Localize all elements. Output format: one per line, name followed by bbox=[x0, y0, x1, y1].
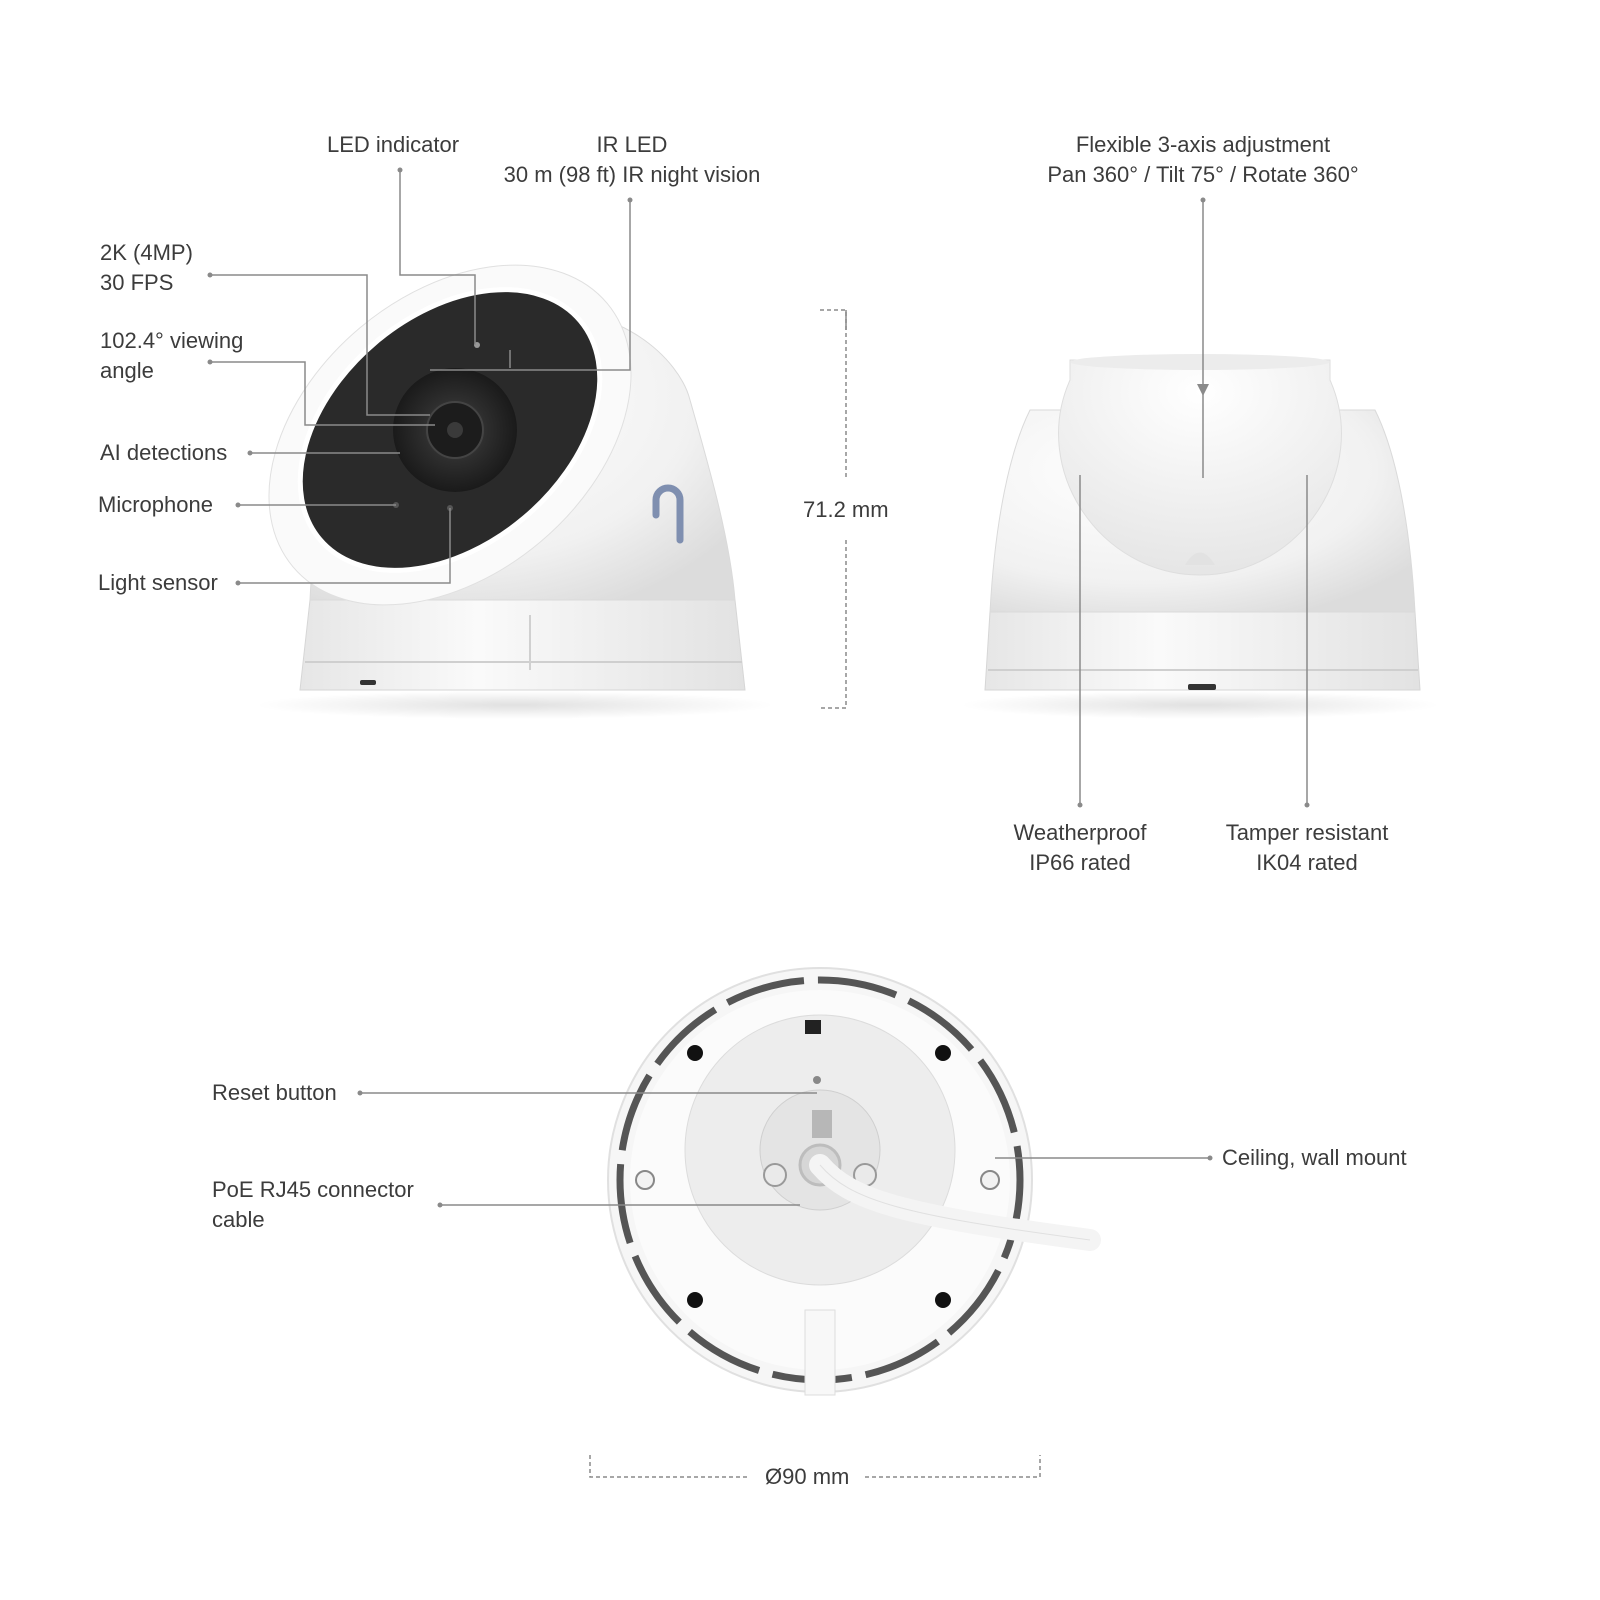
label-viewing-angle bbox=[100, 326, 243, 386]
label-resolution-fps: 30 FPS bbox=[100, 270, 174, 295]
label-ir-led-title: IR LED bbox=[596, 132, 668, 157]
label-microphone: Microphone bbox=[98, 492, 213, 517]
label-tamper-title: Tamper resistant bbox=[1225, 820, 1389, 845]
height-dimension-top bbox=[820, 310, 846, 480]
mount-hole bbox=[687, 1045, 703, 1061]
label-weatherproof bbox=[990, 818, 1170, 878]
label-light-sensor: Light sensor bbox=[98, 570, 218, 595]
label-height: 71.2 mm bbox=[803, 497, 889, 522]
label-ir-led-detail: 30 m (98 ft) IR night vision bbox=[503, 162, 761, 187]
lens-center bbox=[447, 422, 463, 438]
label-adjustment bbox=[1020, 130, 1386, 190]
label-tamper-rating: IK04 rated bbox=[1256, 850, 1358, 875]
screw-hole-right bbox=[981, 1171, 999, 1189]
screw-hole-left bbox=[636, 1171, 654, 1189]
mount-hole bbox=[935, 1292, 951, 1308]
hub-screw-left bbox=[764, 1164, 786, 1186]
label-poe-line2: cable bbox=[212, 1207, 265, 1232]
reset-button bbox=[813, 1076, 821, 1084]
label-reset-button: Reset button bbox=[212, 1080, 337, 1105]
label-resolution bbox=[100, 238, 193, 298]
cable-channel bbox=[805, 1310, 835, 1395]
label-tamper bbox=[1207, 818, 1407, 878]
reset-slot bbox=[1188, 684, 1216, 690]
label-poe-line1: PoE RJ45 connector bbox=[212, 1177, 414, 1202]
label-viewing-angle-line2: angle bbox=[100, 358, 154, 383]
label-diameter: Ø90 mm bbox=[765, 1464, 850, 1489]
mount-base bbox=[300, 600, 745, 690]
qr-label bbox=[812, 1110, 832, 1138]
label-resolution-mp: 2K (4MP) bbox=[100, 240, 193, 265]
camera-bottom-view bbox=[608, 968, 1090, 1395]
label-weatherproof-rating: IP66 rated bbox=[1029, 850, 1131, 875]
mount-base bbox=[985, 612, 1420, 690]
label-viewing-angle-line1: 102.4° viewing bbox=[100, 328, 244, 353]
diameter-dimension-left bbox=[590, 1455, 748, 1477]
reset-access-slot bbox=[805, 1020, 821, 1034]
label-adjustment-detail: Pan 360° / Tilt 75° / Rotate 360° bbox=[1047, 162, 1359, 187]
camera-rear-view bbox=[960, 354, 1440, 719]
label-led-indicator: LED indicator bbox=[327, 132, 460, 157]
diameter-dimension-right bbox=[865, 1455, 1040, 1477]
ball-top bbox=[1070, 354, 1330, 370]
floor-shadow bbox=[255, 691, 775, 719]
height-dimension-bottom bbox=[820, 540, 846, 708]
label-mount: Ceiling, wall mount bbox=[1222, 1145, 1407, 1170]
floor-shadow bbox=[960, 691, 1440, 719]
reset-slot bbox=[360, 680, 376, 685]
label-ir-led bbox=[487, 130, 777, 190]
label-ai-detections: AI detections bbox=[100, 440, 228, 465]
mount-hole bbox=[935, 1045, 951, 1061]
label-weatherproof-title: Weatherproof bbox=[1013, 820, 1147, 845]
label-poe bbox=[212, 1175, 414, 1235]
mount-hole bbox=[687, 1292, 703, 1308]
label-adjustment-title: Flexible 3-axis adjustment bbox=[1075, 132, 1331, 157]
